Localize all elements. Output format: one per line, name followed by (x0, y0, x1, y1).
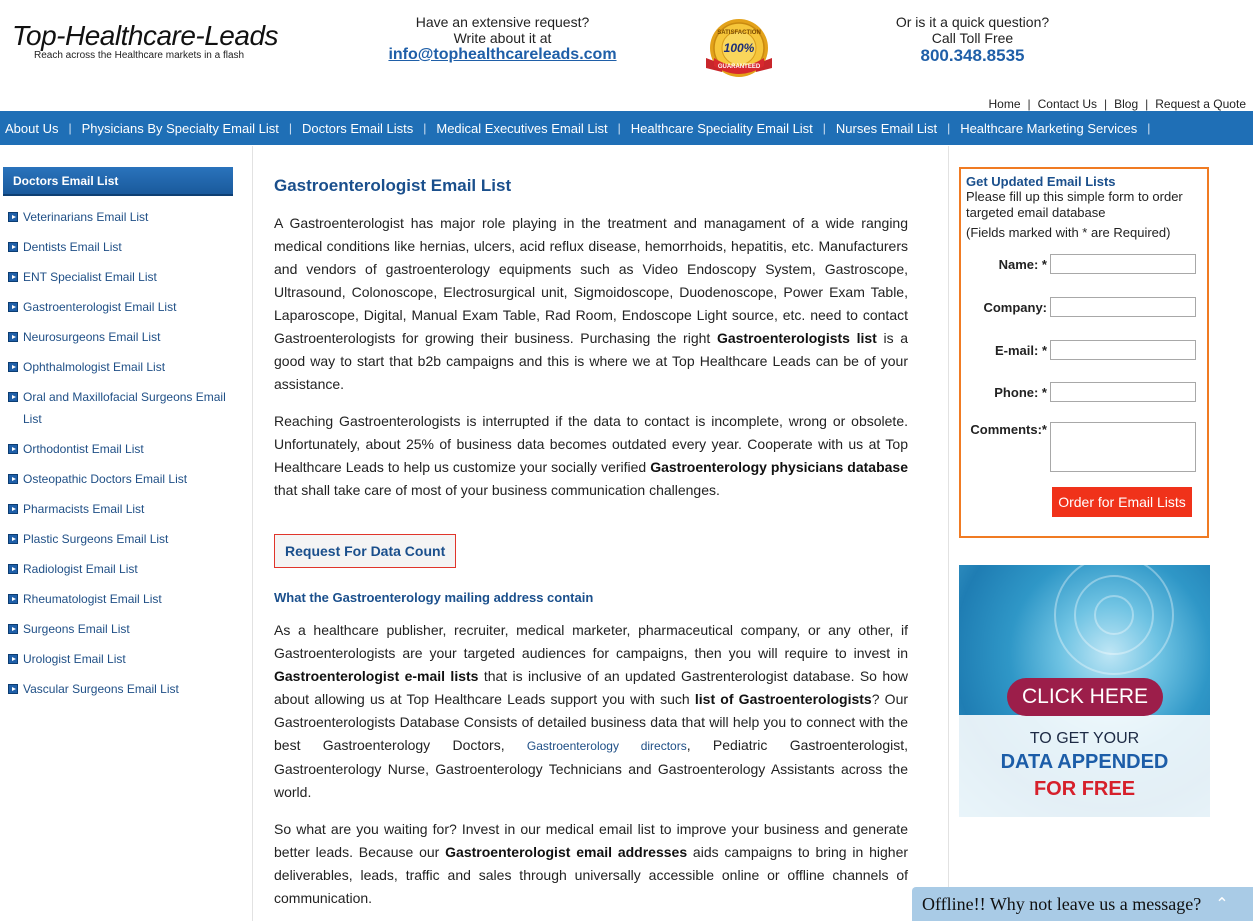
sidebar-item-dentists[interactable]: Dentists Email List (8, 236, 233, 258)
name-row (961, 254, 1207, 274)
nav-healthcare-speciality[interactable]: Healthcare Speciality Email List (630, 120, 813, 136)
email-contact-block (380, 14, 625, 63)
request-data-count-button[interactable]: Request For Data Count (274, 534, 456, 568)
left-sidebar (0, 146, 253, 921)
phone-row (961, 382, 1207, 402)
main-nav: About Us | Physicians By Specialty Email List | Doctors Email Lists | Medical Executives Email List | Healthcare Speciality Email List | Nurses Email List | Healthcare Marketing Services | (0, 111, 1253, 145)
sidebar-item-surgeons[interactable]: Surgeons Email List (8, 618, 233, 640)
nav-medical-executives[interactable]: Medical Executives Email List (436, 120, 608, 136)
arrow-bullet-icon (8, 332, 18, 342)
sidebar-item-neurosurgeons[interactable]: Neurosurgeons Email List (8, 326, 233, 348)
comments-row (961, 422, 1207, 472)
mailing-paragraph: As a healthcare publisher, recruiter, medical marketer, pharmaceutical company, or any other, if Gastroenterologists are your targeted audiences for campaigns, then you will require to invest in Gastroenterologist e-mail lists that is inclusive of an updated Gastrenterologist database. So how about allowing us at Top Healthcare Leads support you with such list of Gastroenterologists? Our Gastroenterologists Database Consists of detailed business data that will help you to connect with the best Gastroenterology Doctors, Gastroenterology directors, Pediatric Gastroenterologist, Gastroenterology Nurse, Gastroenterology Technicians and Gastroenterology Assistants across the world. (274, 622, 909, 800)
right-column (948, 146, 1253, 921)
promo-click-here-button[interactable]: CLICK HERE (1007, 678, 1163, 716)
form-title: Get Updated Email Lists (966, 174, 1116, 189)
phone-line1: Or is it a quick question? (895, 14, 1050, 30)
form-description: Please fill up this simple form to order targeted email database (966, 189, 1183, 220)
chevron-up-icon[interactable]: ⌃ (1215, 896, 1229, 913)
site-logo[interactable] (12, 20, 278, 61)
satisfaction-guaranteed-badge-icon (700, 18, 778, 82)
closing-paragraph: So what are you waiting for? Invest in our medical email list to improve your business and generate better leads. Because our Gastroenterologist email addresses aids campaigns to bring in higher deliverables, leads, traffic and sales through universally accessible online or offline channels of communication. (274, 821, 909, 906)
nav-healthcare-marketing[interactable]: Healthcare Marketing Services (960, 120, 1138, 136)
email-link[interactable]: info@tophealthcareleads.com (388, 46, 617, 63)
company-row (961, 297, 1207, 317)
email-line1: Have an extensive request? (415, 14, 590, 30)
comments-label: Comments:* (970, 422, 1047, 437)
arrow-bullet-icon (8, 302, 18, 312)
arrow-bullet-icon (8, 504, 18, 514)
sidebar-item-veterinarians[interactable]: Veterinarians Email List (8, 206, 233, 228)
arrow-bullet-icon (8, 444, 18, 454)
email-label: E-mail: * (994, 342, 1047, 358)
phone-input[interactable] (1050, 382, 1196, 402)
reaching-paragraph: Reaching Gastroenterologists is interrupted if the data to contact is incomplete, wrong or obsolete. Unfortunately, about 25% of business data becomes outdated every year. Cooperate with us at Top Healthcare Leads to help us customize your socially verified Gastroenterology physicians database that shall take care of most of your business communication challenges. (274, 413, 909, 498)
promo-line2: DATA APPENDED (1000, 751, 1169, 773)
chat-message: Offline!! Why not leave us a message? (922, 893, 1202, 914)
toplink-contact-us[interactable]: Contact Us (1037, 97, 1097, 111)
sidebar-item-oral-maxillofacial[interactable]: Oral and Maxillofacial Surgeons Email List (8, 386, 233, 430)
phone-number[interactable]: 800.348.8535 (920, 46, 1025, 65)
nav-doctors-email-lists[interactable]: Doctors Email Lists (301, 120, 414, 136)
sidebar-item-vascular-surgeons[interactable]: Vascular Surgeons Email List (8, 678, 233, 700)
nav-about-us[interactable]: About Us (5, 120, 59, 136)
sidebar-item-gastroenterologist[interactable]: Gastroenterologist Email List (8, 296, 233, 318)
name-label: Name: * (998, 256, 1047, 272)
sidebar-item-orthodontist[interactable]: Orthodontist Email List (8, 438, 233, 460)
arrow-bullet-icon (8, 242, 18, 252)
data-append-promo-banner[interactable] (959, 565, 1210, 817)
email-line2: Write about it at (453, 30, 552, 46)
arrow-bullet-icon (8, 212, 18, 222)
arrow-bullet-icon (8, 362, 18, 372)
phone-contact-block (880, 14, 1065, 64)
nav-physicians-by-specialty[interactable]: Physicians By Specialty Email List (81, 120, 279, 136)
promo-line3: FOR FREE (1033, 778, 1136, 800)
arrow-bullet-icon (8, 564, 18, 574)
order-form (959, 167, 1209, 538)
page-title: Gastroenterologist Email List (274, 176, 512, 195)
intro-paragraph: A Gastroenterologist has major role playing in the treatment and managament of a wide ranging medical conditions like hernias, ulcers, acid reflux disease, hemorrhoids, hepatitis, etc. Manufacturers and vendors of gastroenterology equipments such as Video Endoscopy System, Gastroscope, Ultrasound, Colonoscope, Electrosurgical unit, Sigmoidoscope, Duodenoscope, Power Exam Table, Laparoscope, Digital, Manual Exam Table, Rad Room, Endoscope Light source, etc. need to contact Gastroenterologists for growing their business. Purchasing the right Gastroenterologists list is a good way to start that b2b campaigns and this is where we at Top Healthcare Leads can be of your assistance. (274, 215, 908, 392)
sidebar-item-rheumatologist[interactable]: Rheumatologist Email List (8, 588, 233, 610)
phone-label: Phone: * (994, 384, 1047, 400)
main-content (274, 176, 908, 921)
sidebar-item-ophthalmologist[interactable]: Ophthalmologist Email List (8, 356, 233, 378)
sidebar-item-osteopathic[interactable]: Osteopathic Doctors Email List (8, 468, 233, 490)
svg-text:GUARANTEED: GUARANTEED (717, 64, 761, 70)
email-input[interactable] (1050, 340, 1196, 360)
form-required-note: (Fields marked with * are Required) (966, 225, 1171, 240)
offline-chat-widget[interactable] (912, 887, 1253, 921)
comments-textarea[interactable] (1050, 422, 1196, 472)
sidebar-list (8, 206, 233, 708)
phone-line2: Call Toll Free (931, 30, 1014, 46)
svg-text:SATISFACTION: SATISFACTION (717, 30, 761, 36)
arrow-bullet-icon (8, 534, 18, 544)
promo-ring-decor (1094, 595, 1134, 635)
sidebar-item-ent[interactable]: ENT Specialist Email List (8, 266, 233, 288)
section-subheading: What the Gastroenterology mailing address contain (274, 590, 594, 605)
svg-text:100%: 100% (723, 41, 755, 55)
promo-line1: TO GET YOUR (1029, 730, 1140, 747)
sidebar-heading: Doctors Email List (3, 167, 233, 196)
sidebar-item-pharmacists[interactable]: Pharmacists Email List (8, 498, 233, 520)
sidebar-item-radiologist[interactable]: Radiologist Email List (8, 558, 233, 580)
arrow-bullet-icon (8, 392, 18, 402)
arrow-bullet-icon (8, 624, 18, 634)
arrow-bullet-icon (8, 272, 18, 282)
sidebar-item-plastic-surgeons[interactable]: Plastic Surgeons Email List (8, 528, 233, 550)
toplink-request-quote[interactable]: Request a Quote (1155, 97, 1246, 111)
company-label: Company: (983, 299, 1047, 315)
name-input[interactable] (1050, 254, 1196, 274)
logo-title: Top-Healthcare-Leads (12, 20, 279, 51)
toplink-blog[interactable]: Blog (1114, 97, 1139, 111)
company-input[interactable] (1050, 297, 1196, 317)
arrow-bullet-icon (8, 654, 18, 664)
toplink-home[interactable]: Home (988, 97, 1021, 111)
gastroenterology-directors-link[interactable]: Gastroenterology directors (526, 739, 687, 753)
sidebar-item-urologist[interactable]: Urologist Email List (8, 648, 233, 670)
arrow-bullet-icon (8, 684, 18, 694)
arrow-bullet-icon (8, 474, 18, 484)
arrow-bullet-icon (8, 594, 18, 604)
email-row (961, 340, 1207, 360)
logo-tagline: Reach across the Healthcare markets in a flash (34, 50, 245, 61)
order-email-lists-button[interactable]: Order for Email Lists (1052, 487, 1192, 517)
nav-nurses-email-list[interactable]: Nurses Email List (835, 120, 938, 136)
top-links: Home | Contact Us | Blog | Request a Quote (988, 97, 1246, 111)
